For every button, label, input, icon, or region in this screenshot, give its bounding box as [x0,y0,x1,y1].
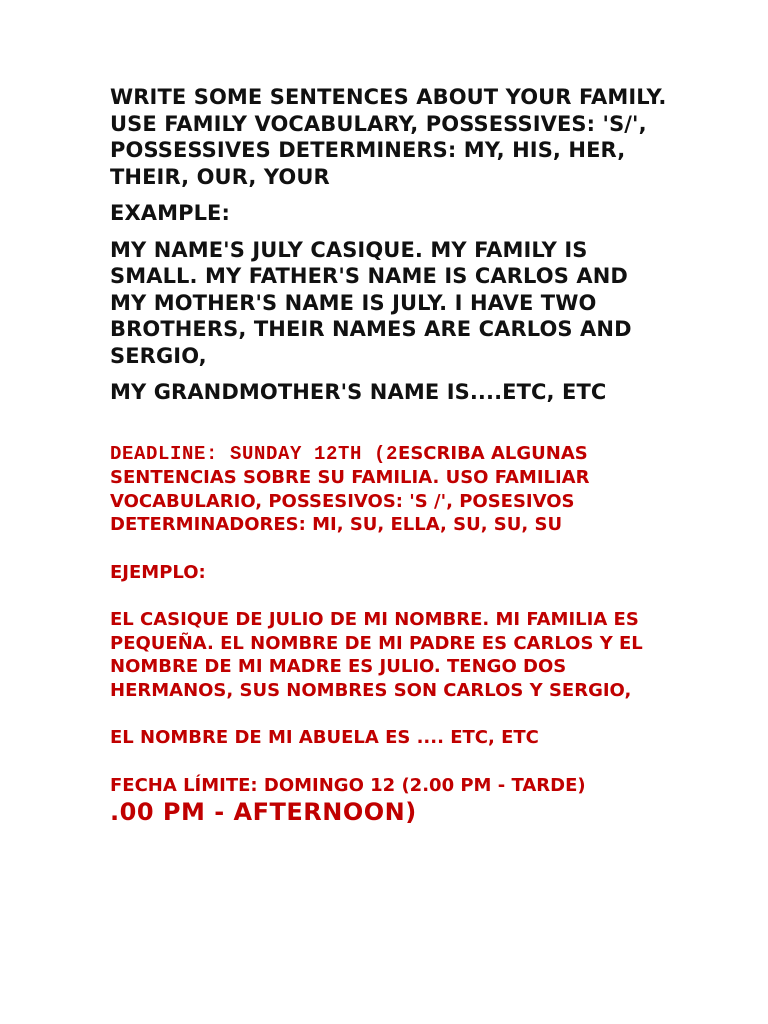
document-page [110,84,670,827]
spanish-deadline: FECHA LÍMITE: DOMINGO 12 (2.00 PM - TARDE) [110,774,586,796]
deadline-tail: .00 PM - AFTERNOON) [110,798,417,826]
english-example-label: EXAMPLE: [110,201,231,225]
spanish-instruction-block [110,442,670,537]
deadline-prefix: DEADLINE: SUNDAY 12TH (2 [110,442,399,465]
spanish-example-continuation: EL NOMBRE DE MI ABUELA ES .... ETC, ETC [110,727,539,748]
spanish-example-text: EL CASIQUE DE JULIO DE MI NOMBRE. MI FAMILIA ES PEQUEÑA. EL NOMBRE DE MI PADRE ES CARLOS Y EL NOMBRE DE MI MADRE ES JULIO. TENGO DOS HERMANOS, SUS NOMBRES SON CARLOS Y SERGIO, [110,609,643,701]
spanish-example-label: EJEMPLO: [110,561,206,583]
english-example-text: MY NAME'S JULY CASIQUE. MY FAMILY IS SMALL. MY FATHER'S NAME IS CARLOS AND MY MOTHER'S NAME IS JULY. I HAVE TWO BROTHERS, THEIR NAMES ARE CARLOS AND SERGIO, [110,237,632,368]
english-instruction: WRITE SOME SENTENCES ABOUT YOUR FAMILY. USE FAMILY VOCABULARY, POSSESSIVES: 'S/', POSSESSIVES DETERMINERS: MY, HIS, HER, THEIR, OUR, YOUR [110,85,667,189]
english-example-continuation: MY GRANDMOTHER'S NAME IS....ETC, ETC [110,380,607,404]
spanish-instruction: ESCRIBA ALGUNAS SENTENCIAS SOBRE SU FAMILIA. USO FAMILIAR VOCABULARIO, POSSESIVOS: 'S /', POSESIVOS DETERMINADORES: MI, SU, ELLA, SU, SU, SU [110,442,590,535]
